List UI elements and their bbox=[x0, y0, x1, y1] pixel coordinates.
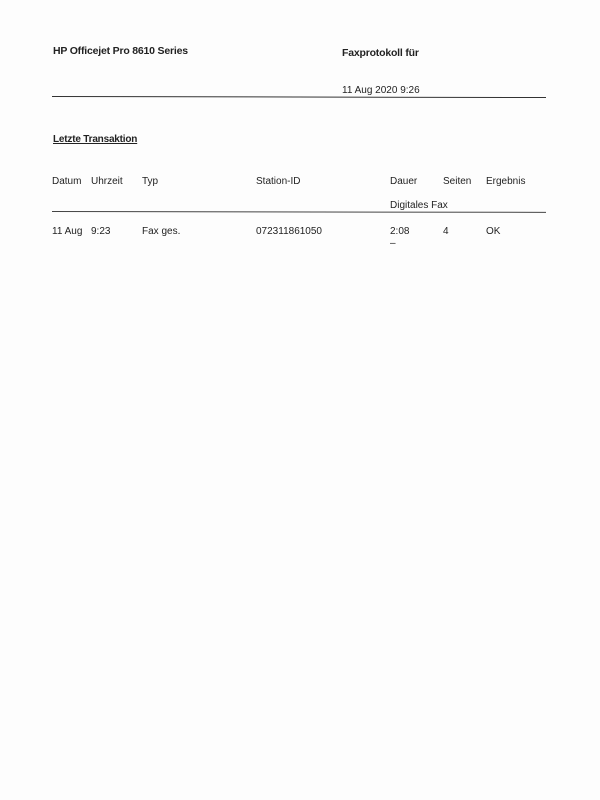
cell-station-id: 072311861050 bbox=[256, 226, 322, 237]
column-header-station-id: Station-ID bbox=[256, 176, 301, 187]
section-title: Letzte Transaktion bbox=[53, 134, 138, 145]
cell-typ: Fax ges. bbox=[142, 226, 181, 237]
column-header-uhrzeit: Uhrzeit bbox=[91, 176, 123, 187]
column-header-seiten: Seiten bbox=[443, 176, 472, 187]
cell-dauer: 2:08 bbox=[390, 226, 410, 237]
report-datetime: 11 Aug 2020 9:26 bbox=[342, 85, 420, 96]
cell-datum: 11 Aug bbox=[52, 226, 83, 237]
column-header-dauer: Dauer bbox=[390, 176, 418, 187]
cell-seiten: 4 bbox=[443, 226, 449, 237]
cell-uhrzeit: 9:23 bbox=[91, 226, 111, 237]
printer-model: HP Officejet Pro 8610 Series bbox=[53, 45, 188, 57]
cell-dauer-extra: – bbox=[390, 238, 396, 249]
cell-ergebnis: OK bbox=[486, 226, 501, 237]
header-divider bbox=[52, 96, 546, 98]
table-header-divider bbox=[52, 211, 546, 213]
fax-type-subheader: Digitales Fax bbox=[390, 200, 448, 211]
column-header-ergebnis: Ergebnis bbox=[486, 176, 526, 187]
column-header-datum: Datum bbox=[52, 176, 82, 187]
report-title: Faxprotokoll für bbox=[342, 47, 419, 59]
column-header-typ: Typ bbox=[142, 176, 159, 187]
